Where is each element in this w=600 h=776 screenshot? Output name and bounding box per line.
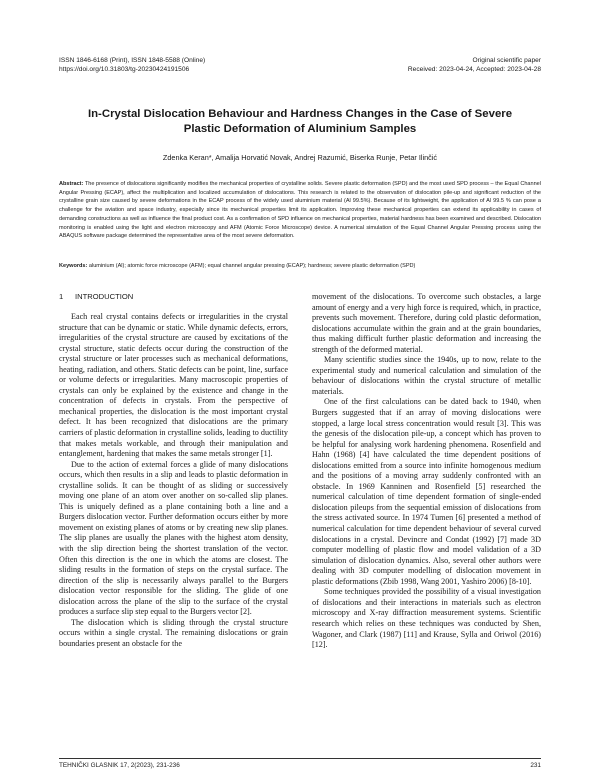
right-column xyxy=(312,292,541,651)
section-title: INTRODUCTION xyxy=(75,292,134,301)
left-column xyxy=(59,292,288,650)
footer-journal: TEHNIČKI GLASNIK 17, 2(2023), 231-236 xyxy=(59,762,180,769)
paragraph: Due to the action of external forces a glide of many dislocations occurs, which then results in a slip and leads to plastic deformation in crystalline solids. It can be thought of as sliding or successively moving one plane of an atom over another on so-called slip planes. This is uniquely defined as a plane containing both a line and a Burgers dislocation vector. Further deformation occurs either by more movement on existing planes of atoms or by creating new slip planes. The slip planes are usually the planes with the highest atom density, with the slip direction being the shortest translation of the vector. Often this direction is the one in which the atoms are closest. The sliding results in the formation of steps on the crystal surface. The direction of the slip is necessarily always parallel to the Burgers dislocation vector responsible for the sliding. The glide of one dislocation across the plane of the slip to the surface of the crystal produces a surface slip step equal to the Burgers vector [2]. xyxy=(59,459,288,617)
keywords-label: Keywords: xyxy=(59,263,88,269)
paragraph: movement of the dislocations. To overcome such obstacles, a large amount of energy and a very high force is required, which, in practice, prevents such movement. Therefore, during cold plastic deformation, dislocations accumulate within the grain and at the grain boundaries, thus making difficult further plastic deformation and increasing the strength of the deformed material. xyxy=(312,292,541,354)
doi-link[interactable]: https://doi.org/10.31803/tg-20230424191506 xyxy=(59,66,190,73)
abstract-text: The presence of dislocations significantly modifies the mechanical properties of crystalline solids. Severe plastic deformation (SPD) and the most used SPD process – the Equal Channel Angular Pressing (ECAP), affect the multiplication and localized accumulation of dislocations. This research is related to the observation of dislocation pile-up and significant reduction of the crystalline grain size caused by severe deformations in the ECAP process of the widely used aluminium material (Al 99.5%). Because of its lightweight, the application of Al 99.5 % can pose a challenge for the aviation and space industry, especially since its mechanical properties limit its application. Improving these mechanical properties can extend its applicability in cases of demanding constructions as well as influence the final product cost. As a confirmation of SPD influence on mechanical properties, material hardness has been examined and described. Dislocation monitoring is enabled using the light and electron microscopy and AFM (Atomic Force Microscope) device. A numerical simulation of the Equal Channel Angular Pressing process using the ABAQUS software package determined the representative area of the most severe deformation. xyxy=(59,181,541,240)
paper-title: In-Crystal Dislocation Behaviour and Hardness Changes in the Case of Severe Plastic Deformation of Aluminium Samples xyxy=(87,108,513,135)
paragraph: The dislocation which is sliding through the crystal structure occurs within a single crystal. The remaining dislocations or grain boundaries present an obstacle for the xyxy=(59,617,288,648)
issn-line: ISSN 1846-6168 (Print), ISSN 1848-5588 (Online) xyxy=(59,57,206,64)
keywords xyxy=(59,262,541,271)
footer-divider xyxy=(59,758,541,759)
footer-page-number: 231 xyxy=(530,762,541,769)
abstract-label: Abstract: xyxy=(59,181,84,187)
abstract xyxy=(59,180,541,241)
paragraph: One of the first calculations can be dated back to 1940, when Burgers suggested that if an array of moving dislocations were stopped, a large local stress concentration would result [3]. This was the genesis of the dislocation pile-up, a concept which has proven to be helpful for analysing work hardening phenomena. Rosenfield and Hahn (1968) [4] have calculated the time dependent positions of dislocations emitted from a source into infinite homogenous medium and the positions of a moving array suddenly confronted with an obstacle. In 1969 Kanninen and Rosenfield [5] researched the numerical calculation of time dependent formation of single-ended dislocation pileups from the sequential emission of dislocations from the stress activated source. In 1974 Tumen [6] presented a method of numerical calculation for time dependent behaviour of several curved dislocations in a crystal. Devincre and Condat (1992) [7] made 3D computer modelling of plastic flow and model validation of a 3D simulation of dislocation dynamics. Also, several other authors were dealing with 3D computer modelling of dislocation movement in plastic deformations (Zbib 1998, Wang 2001, Yashiro 2006) [8-10]. xyxy=(312,397,541,586)
section-number: 1 xyxy=(59,292,64,301)
header-left xyxy=(59,56,205,74)
paragraph: Some techniques provided the possibility of a visual investigation of dislocations and their interactions in materials such as electron microscopy and X-ray diffraction measurement systems. Scientific research which relies on these techniques was conducted by Shen, Wagoner, and Clark (1987) [11] and Krause, Sylla and Oriwol (2016) [12]. xyxy=(312,587,541,650)
paragraph: Each real crystal contains defects or irregularities in the crystal structure that can be dynamic or static. While dynamic defects, errors, irregularities of the crystal structure are caused by excitations of the crystal structure, static defects occur during the construction of the crystal structure or later processes such as mechanical deformations, heating, radiation, and others. Static defects can be point, line, surface or volume defects or irregularities. Many macroscopic properties of crystals can only be explained by the existence and change in the concentration of defects in crystals. From the perspective of mechanical properties, the dislocation is the most important crystal defect. It has been recognized that dislocations are the primary carriers of plastic deformation in crystalline solids, leading to ductility that makes metals workable, and through their manipulation and entanglement, hardening that makes the same metals stronger [1]. xyxy=(59,312,288,459)
author-list: Zdenka Keran*, Amalija Horvatić Novak, Andrej Razumić, Biserka Runje, Petar Ilinčić xyxy=(162,153,438,162)
keywords-text: aluminium (Al); atomic force microscope (AFM); equal channel angular pressing (ECAP); hardness; severe plastic deformation (SPD) xyxy=(88,263,416,269)
header-right xyxy=(408,56,541,74)
paragraph: Many scientific studies since the 1940s, up to now, relate to the experimental study and numerical calculation and simulation of the behaviour of dislocations within the crystal structure of metallic materials. xyxy=(312,355,541,396)
received-accepted-dates: Received: 2023-04-24, Accepted: 2023-04-28 xyxy=(407,66,541,73)
section-heading-introduction xyxy=(59,292,288,302)
paper-type: Original scientific paper xyxy=(472,57,541,64)
